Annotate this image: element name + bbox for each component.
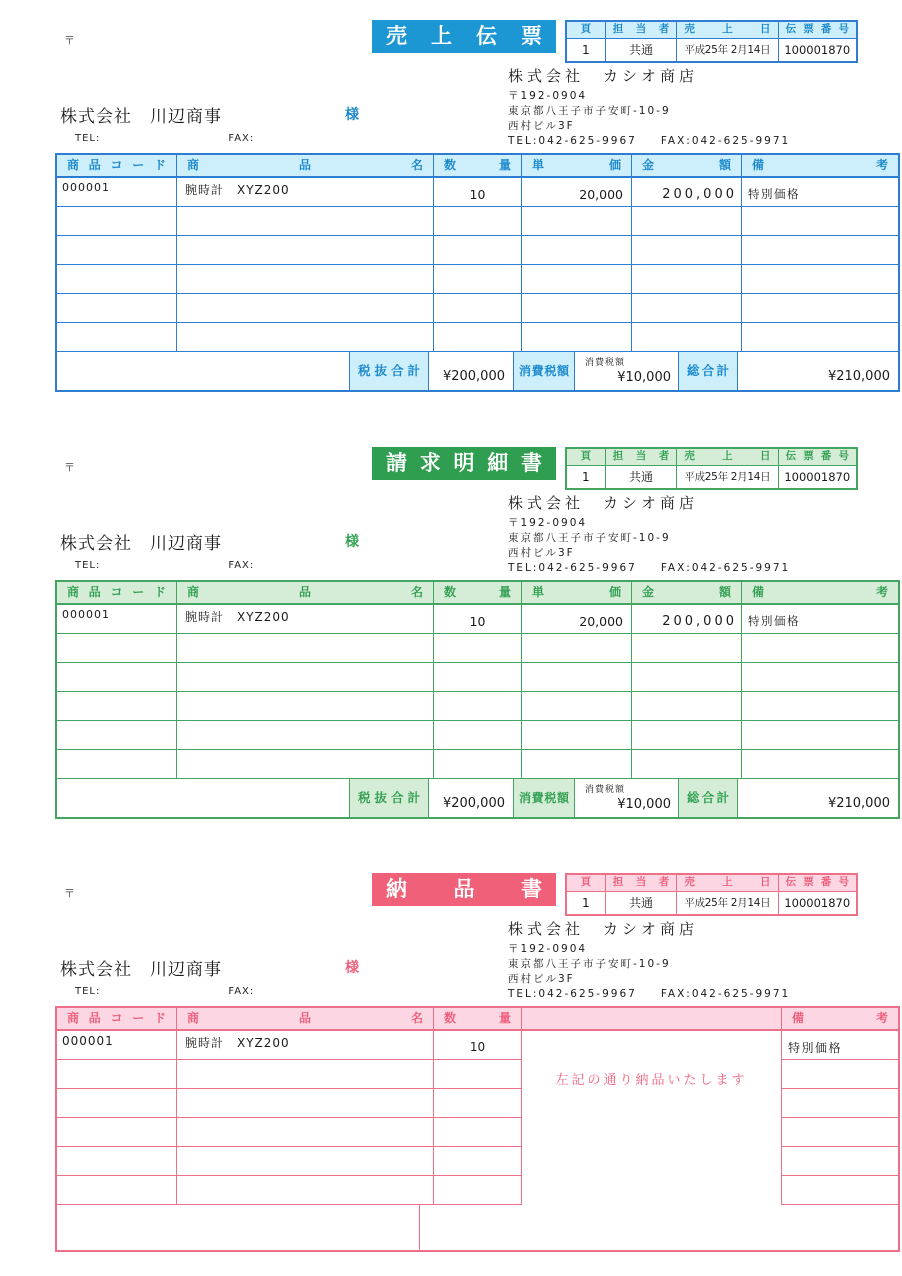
item-code: 000001 bbox=[57, 1031, 176, 1060]
info-value-row bbox=[567, 39, 856, 61]
item-code: 000001 bbox=[57, 605, 177, 633]
customer-tel-label: TEL: bbox=[75, 986, 101, 997]
doc-title-banner: 納品書 bbox=[372, 873, 556, 906]
items-header-row bbox=[57, 155, 898, 178]
item-note: 特別価格 bbox=[748, 614, 800, 628]
customer-fax-label: FAX: bbox=[228, 560, 255, 571]
issuer-tel: TEL:042-625-9967 bbox=[508, 562, 637, 574]
tax-value: ¥10,000 bbox=[617, 797, 671, 812]
tax-note-label: 消費税額 bbox=[585, 785, 626, 795]
grand-total-label: 総合計 bbox=[679, 352, 738, 390]
postal-mark: 〒 bbox=[64, 887, 75, 900]
info-table bbox=[565, 20, 858, 63]
info-header-staff: 担当者 bbox=[606, 449, 678, 465]
empty-item-row bbox=[57, 294, 898, 323]
issuer-fax: FAX:042-625-9971 bbox=[660, 562, 791, 574]
subtotal-label: 税抜合計 bbox=[350, 352, 429, 390]
customer-name: 株式会社 川辺商事 bbox=[60, 960, 222, 980]
customer-name: 株式会社 川辺商事 bbox=[60, 534, 222, 554]
info-value-sale-date: 平成25年 2月14日 bbox=[677, 39, 778, 61]
header-note: 備考 bbox=[752, 585, 888, 599]
item-code: 000001 bbox=[57, 178, 177, 206]
issuer-address2: 西村ビル3F bbox=[508, 973, 575, 985]
customer-name: 株式会社 川辺商事 bbox=[60, 107, 222, 127]
info-value-slip-number: 100001870 bbox=[784, 896, 851, 910]
issuer-tel: TEL:042-625-9967 bbox=[508, 135, 637, 147]
item-amount: 200,000 bbox=[632, 178, 742, 206]
items-header-row bbox=[57, 582, 898, 605]
item-row bbox=[57, 178, 898, 207]
code-column bbox=[57, 1031, 177, 1205]
quantity-column bbox=[434, 1031, 522, 1205]
header-quantity: 数量 bbox=[434, 582, 522, 603]
empty-item-row bbox=[57, 323, 898, 352]
item-quantity: 10 bbox=[434, 1031, 521, 1060]
item-name: 腕時計 XYZ200 bbox=[177, 605, 434, 633]
issuer-company: 株式会社 カシオ商店 bbox=[508, 920, 699, 938]
issuer-address2: 西村ビル3F bbox=[508, 547, 575, 559]
tax-value: ¥10,000 bbox=[617, 370, 671, 385]
footer-right-cell bbox=[420, 1205, 898, 1250]
info-header-slip-number: 伝票番号 bbox=[785, 450, 850, 462]
postal-mark: 〒 bbox=[64, 461, 75, 474]
header-product-code: 商品コード bbox=[57, 155, 177, 176]
issuer-fax: FAX:042-625-9971 bbox=[660, 135, 791, 147]
totals-blank-cell bbox=[57, 352, 350, 390]
item-row bbox=[57, 605, 898, 634]
empty-item-row bbox=[57, 750, 898, 779]
header-quantity: 数量 bbox=[434, 1008, 522, 1029]
footer-left-cell bbox=[57, 1205, 420, 1250]
info-table bbox=[565, 447, 858, 490]
message-area bbox=[522, 1031, 782, 1205]
postal-mark: 〒 bbox=[64, 34, 75, 47]
customer-telfax-labels bbox=[75, 133, 254, 144]
info-value-row bbox=[567, 466, 856, 488]
issuer-telfax bbox=[508, 134, 814, 149]
tax-note-label: 消費税額 bbox=[585, 358, 626, 368]
tax-cell bbox=[575, 779, 679, 817]
info-header-sale-date: 売上日 bbox=[677, 22, 778, 38]
issuer-address1: 東京都八王子市子安町-10-9 bbox=[508, 105, 671, 117]
item-unit-price: 20,000 bbox=[522, 178, 632, 206]
info-header-row bbox=[567, 449, 856, 466]
issuer-company: 株式会社 カシオ商店 bbox=[508, 67, 699, 85]
tax-label: 消費税額 bbox=[514, 779, 575, 817]
customer-honorific: 様 bbox=[345, 960, 359, 976]
empty-item-row bbox=[57, 236, 898, 265]
info-header-page: 頁 bbox=[567, 22, 606, 38]
sales-slip-document bbox=[0, 20, 902, 405]
doc-title-banner: 請求明細書 bbox=[372, 447, 556, 480]
header-amount: 金額 bbox=[632, 155, 742, 176]
customer-line bbox=[60, 102, 480, 126]
delivery-message: 左記の通り納品いたします bbox=[555, 1073, 748, 1088]
info-header-staff: 担当者 bbox=[606, 875, 678, 891]
item-note: 特別価格 bbox=[782, 1031, 898, 1060]
customer-line bbox=[60, 529, 480, 553]
info-header-sale-date: 売上日 bbox=[677, 875, 778, 891]
header-note: 備考 bbox=[792, 1011, 888, 1025]
empty-item-row bbox=[57, 692, 898, 721]
empty-item-row bbox=[57, 663, 898, 692]
tax-label: 消費税額 bbox=[514, 352, 575, 390]
issuer-fax: FAX:042-625-9971 bbox=[660, 988, 791, 1000]
totals-row bbox=[57, 352, 898, 390]
subtotal-label: 税抜合計 bbox=[350, 779, 429, 817]
info-header-row bbox=[567, 875, 856, 892]
header-amount: 金額 bbox=[632, 582, 742, 603]
info-value-slip-number: 100001870 bbox=[784, 470, 851, 484]
item-unit-price: 20,000 bbox=[522, 605, 632, 633]
customer-honorific: 様 bbox=[345, 107, 359, 123]
info-value-sale-date: 平成25年 2月14日 bbox=[677, 892, 778, 914]
tax-cell bbox=[575, 352, 679, 390]
issuer-telfax bbox=[508, 987, 814, 1002]
note-column bbox=[782, 1031, 898, 1205]
info-value-staff: 共通 bbox=[606, 892, 678, 914]
customer-fax-label: FAX: bbox=[228, 986, 255, 997]
info-value-page: 1 bbox=[567, 892, 606, 914]
customer-telfax-labels bbox=[75, 560, 254, 571]
info-table bbox=[565, 873, 858, 916]
issuer-address1: 東京都八王子市子安町-10-9 bbox=[508, 958, 671, 970]
info-header-slip-number: 伝票番号 bbox=[785, 876, 850, 888]
totals-blank-cell bbox=[57, 779, 350, 817]
item-quantity: 10 bbox=[434, 605, 522, 633]
issuer-tel: TEL:042-625-9967 bbox=[508, 988, 637, 1000]
item-amount: 200,000 bbox=[632, 605, 742, 633]
issuer-address1: 東京都八王子市子安町-10-9 bbox=[508, 532, 671, 544]
customer-fax-label: FAX: bbox=[228, 133, 255, 144]
info-header-row bbox=[567, 22, 856, 39]
customer-line bbox=[60, 955, 480, 979]
info-value-page: 1 bbox=[567, 466, 606, 488]
issuer-postal: 〒192-0904 bbox=[508, 90, 588, 102]
subtotal-value: ¥200,000 bbox=[429, 779, 514, 817]
issuer-postal: 〒192-0904 bbox=[508, 517, 588, 529]
header-note: 備考 bbox=[752, 158, 888, 172]
items-table bbox=[55, 580, 900, 819]
issuer-company: 株式会社 カシオ商店 bbox=[508, 494, 699, 512]
issuer-telfax bbox=[508, 561, 814, 576]
empty-item-row bbox=[57, 207, 898, 236]
items-table bbox=[55, 153, 900, 392]
customer-honorific: 様 bbox=[345, 534, 359, 550]
items-body bbox=[57, 1031, 898, 1205]
header-unit-price: 単価 bbox=[522, 582, 632, 603]
header-product-name: 商品名 bbox=[177, 155, 434, 176]
footer-row bbox=[57, 1205, 898, 1250]
item-note: 特別価格 bbox=[748, 187, 800, 201]
name-column bbox=[177, 1031, 434, 1205]
header-quantity: 数量 bbox=[434, 155, 522, 176]
info-value-sale-date: 平成25年 2月14日 bbox=[677, 466, 778, 488]
info-value-staff: 共通 bbox=[606, 39, 678, 61]
customer-tel-label: TEL: bbox=[75, 560, 101, 571]
totals-row bbox=[57, 779, 898, 817]
header-product-name: 商品名 bbox=[177, 1008, 434, 1029]
empty-item-row bbox=[57, 634, 898, 663]
grand-total-value: ¥210,000 bbox=[827, 369, 890, 384]
grand-total-value: ¥210,000 bbox=[827, 796, 890, 811]
items-table bbox=[55, 1006, 900, 1252]
header-blank bbox=[522, 1008, 782, 1029]
delivery-note-document bbox=[0, 873, 902, 1268]
item-name: 腕時計 XYZ200 bbox=[177, 1031, 433, 1060]
invoice-detail-document bbox=[0, 447, 902, 832]
header-product-code: 商品コード bbox=[57, 1008, 177, 1029]
header-product-name: 商品名 bbox=[177, 582, 434, 603]
doc-title-banner: 売上伝票 bbox=[372, 20, 556, 53]
item-quantity: 10 bbox=[434, 178, 522, 206]
issuer-address2: 西村ビル3F bbox=[508, 120, 575, 132]
info-header-slip-number: 伝票番号 bbox=[785, 23, 850, 35]
grand-total-label: 総合計 bbox=[679, 779, 738, 817]
empty-item-row bbox=[57, 265, 898, 294]
info-value-page: 1 bbox=[567, 39, 606, 61]
info-header-page: 頁 bbox=[567, 875, 606, 891]
info-header-sale-date: 売上日 bbox=[677, 449, 778, 465]
info-value-row bbox=[567, 892, 856, 914]
info-value-slip-number: 100001870 bbox=[784, 43, 851, 57]
item-name: 腕時計 XYZ200 bbox=[177, 178, 434, 206]
issuer-postal: 〒192-0904 bbox=[508, 943, 588, 955]
issuer-block bbox=[508, 66, 814, 149]
info-header-page: 頁 bbox=[567, 449, 606, 465]
header-unit-price: 単価 bbox=[522, 155, 632, 176]
customer-tel-label: TEL: bbox=[75, 133, 101, 144]
items-header-row bbox=[57, 1008, 898, 1031]
subtotal-value: ¥200,000 bbox=[429, 352, 514, 390]
info-value-staff: 共通 bbox=[606, 466, 678, 488]
info-header-staff: 担当者 bbox=[606, 22, 678, 38]
header-product-code: 商品コード bbox=[57, 582, 177, 603]
customer-telfax-labels bbox=[75, 986, 254, 997]
empty-item-row bbox=[57, 721, 898, 750]
issuer-block bbox=[508, 919, 814, 1002]
issuer-block bbox=[508, 493, 814, 576]
